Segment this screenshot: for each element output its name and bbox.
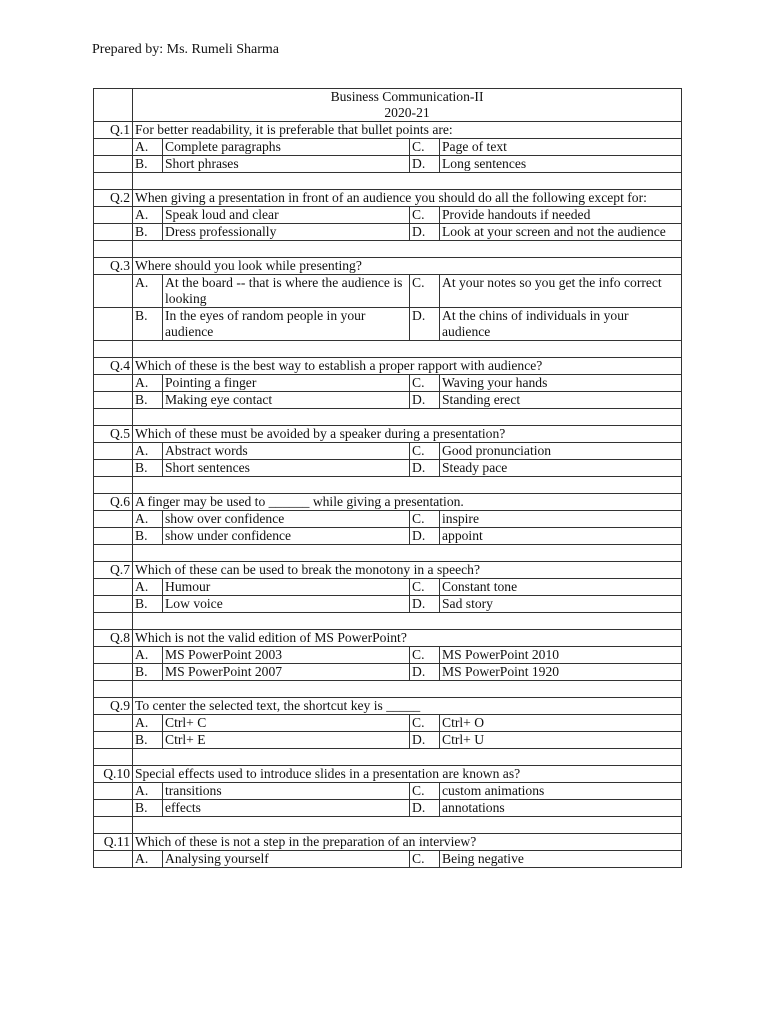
question-row	[94, 698, 682, 715]
blank-cell	[133, 749, 682, 766]
question-number: Q.3	[94, 258, 133, 275]
option-letter-left: A.	[133, 511, 163, 528]
option-letter-left: A.	[133, 579, 163, 596]
question-number: Q.4	[94, 358, 133, 375]
option-letter-left: A.	[133, 851, 163, 868]
option-row-spacer	[94, 596, 133, 613]
blank-cell	[94, 749, 133, 766]
option-text-left: show under confidence	[163, 528, 410, 545]
question-number: Q.5	[94, 426, 133, 443]
blank-cell	[94, 613, 133, 630]
option-row-spacer	[94, 207, 133, 224]
question-number: Q.9	[94, 698, 133, 715]
option-row-spacer	[94, 392, 133, 409]
option-text-left: Humour	[163, 579, 410, 596]
title-cell	[133, 89, 682, 122]
option-text-right: appoint	[440, 528, 682, 545]
option-letter-left: B.	[133, 528, 163, 545]
option-letter-right: C.	[410, 715, 440, 732]
option-row	[94, 800, 682, 817]
blank-cell	[94, 409, 133, 426]
option-text-left: MS PowerPoint 2007	[163, 664, 410, 681]
option-letter-right: D.	[410, 528, 440, 545]
option-row	[94, 139, 682, 156]
question-row	[94, 358, 682, 375]
option-letter-left: B.	[133, 392, 163, 409]
option-row-spacer	[94, 783, 133, 800]
option-text-right: Look at your screen and not the audience	[440, 224, 682, 241]
blank-row	[94, 545, 682, 562]
option-text-right: Being negative	[440, 851, 682, 868]
question-row	[94, 562, 682, 579]
question-row	[94, 766, 682, 783]
option-row-spacer	[94, 528, 133, 545]
option-text-left: Ctrl+ E	[163, 732, 410, 749]
option-text-right: Good pronunciation	[440, 443, 682, 460]
option-letter-left: A.	[133, 139, 163, 156]
question-number: Q.2	[94, 190, 133, 207]
option-text-right: At the chins of individuals in your audience	[440, 308, 682, 341]
question-text: For better readability, it is preferable that bullet points are:	[133, 122, 682, 139]
question-text: A finger may be used to ______ while giving a presentation.	[133, 494, 682, 511]
option-row-spacer	[94, 308, 133, 341]
blank-row	[94, 409, 682, 426]
option-row-spacer	[94, 156, 133, 173]
option-text-right: Page of text	[440, 139, 682, 156]
blank-cell	[94, 681, 133, 698]
option-letter-right: C.	[410, 443, 440, 460]
blank-cell	[133, 241, 682, 258]
option-text-right: custom animations	[440, 783, 682, 800]
question-row	[94, 494, 682, 511]
blank-cell	[133, 173, 682, 190]
question-row	[94, 258, 682, 275]
option-letter-left: B.	[133, 460, 163, 477]
option-letter-right: C.	[410, 139, 440, 156]
option-row-spacer	[94, 139, 133, 156]
blank-row	[94, 613, 682, 630]
option-text-left: In the eyes of random people in your audience	[163, 308, 410, 341]
option-letter-left: A.	[133, 207, 163, 224]
option-row	[94, 579, 682, 596]
option-row-spacer	[94, 460, 133, 477]
blank-cell	[133, 341, 682, 358]
option-row-spacer	[94, 443, 133, 460]
option-text-right: Ctrl+ U	[440, 732, 682, 749]
blank-row	[94, 749, 682, 766]
option-text-left: show over confidence	[163, 511, 410, 528]
question-text: Which of these can be used to break the monotony in a speech?	[133, 562, 682, 579]
question-number: Q.6	[94, 494, 133, 511]
option-row	[94, 511, 682, 528]
question-text: Which of these must be avoided by a speaker during a presentation?	[133, 426, 682, 443]
question-text: Where should you look while presenting?	[133, 258, 682, 275]
option-letter-left: A.	[133, 275, 163, 308]
option-text-right: Sad story	[440, 596, 682, 613]
blank-cell	[94, 545, 133, 562]
option-text-left: Low voice	[163, 596, 410, 613]
option-row	[94, 715, 682, 732]
blank-cell	[94, 817, 133, 834]
title-number-cell	[94, 89, 133, 122]
option-text-left: Ctrl+ C	[163, 715, 410, 732]
option-letter-left: B.	[133, 664, 163, 681]
option-row	[94, 156, 682, 173]
option-letter-right: D.	[410, 156, 440, 173]
option-row-spacer	[94, 732, 133, 749]
blank-row	[94, 173, 682, 190]
question-table	[93, 88, 682, 868]
option-text-right: MS PowerPoint 2010	[440, 647, 682, 664]
blank-cell	[94, 241, 133, 258]
option-row	[94, 596, 682, 613]
blank-row	[94, 477, 682, 494]
option-letter-left: B.	[133, 308, 163, 341]
option-letter-right: D.	[410, 664, 440, 681]
question-number: Q.7	[94, 562, 133, 579]
option-letter-left: B.	[133, 732, 163, 749]
option-letter-right: D.	[410, 732, 440, 749]
question-text: Which of these is the best way to establish a proper rapport with audience?	[133, 358, 682, 375]
question-text: To center the selected text, the shortcut key is _____	[133, 698, 682, 715]
question-number: Q.11	[94, 834, 133, 851]
blank-cell	[94, 477, 133, 494]
option-letter-left: B.	[133, 800, 163, 817]
option-text-left: Abstract words	[163, 443, 410, 460]
question-row	[94, 122, 682, 139]
option-row	[94, 647, 682, 664]
option-letter-right: D.	[410, 460, 440, 477]
option-text-left: Speak loud and clear	[163, 207, 410, 224]
option-letter-right: C.	[410, 275, 440, 308]
option-row	[94, 460, 682, 477]
option-text-right: Constant tone	[440, 579, 682, 596]
option-row	[94, 732, 682, 749]
option-letter-right: C.	[410, 851, 440, 868]
option-text-left: Short sentences	[163, 460, 410, 477]
option-letter-right: D.	[410, 392, 440, 409]
option-text-left: MS PowerPoint 2003	[163, 647, 410, 664]
blank-cell	[133, 681, 682, 698]
option-row-spacer	[94, 375, 133, 392]
blank-cell	[133, 477, 682, 494]
option-row-spacer	[94, 579, 133, 596]
option-letter-right: C.	[410, 375, 440, 392]
question-row	[94, 630, 682, 647]
option-text-left: Complete paragraphs	[163, 139, 410, 156]
option-letter-left: B.	[133, 156, 163, 173]
option-row	[94, 443, 682, 460]
option-row	[94, 851, 682, 868]
academic-year: 2020-21	[384, 105, 430, 120]
option-row-spacer	[94, 664, 133, 681]
option-row	[94, 528, 682, 545]
option-text-left: Analysing yourself	[163, 851, 410, 868]
option-row-spacer	[94, 800, 133, 817]
option-letter-right: D.	[410, 596, 440, 613]
blank-row	[94, 241, 682, 258]
option-letter-left: A.	[133, 375, 163, 392]
question-text: Special effects used to introduce slides in a presentation are known as?	[133, 766, 682, 783]
option-row	[94, 664, 682, 681]
option-letter-left: A.	[133, 647, 163, 664]
option-row	[94, 375, 682, 392]
question-text: Which of these is not a step in the preparation of an interview?	[133, 834, 682, 851]
blank-cell	[94, 341, 133, 358]
option-text-right: Steady pace	[440, 460, 682, 477]
option-text-left: At the board -- that is where the audience is looking	[163, 275, 410, 308]
option-text-right: Waving your hands	[440, 375, 682, 392]
blank-cell	[133, 817, 682, 834]
option-letter-right: D.	[410, 800, 440, 817]
option-letter-right: D.	[410, 308, 440, 341]
option-letter-left: A.	[133, 443, 163, 460]
blank-row	[94, 817, 682, 834]
option-text-right: Ctrl+ O	[440, 715, 682, 732]
blank-row	[94, 341, 682, 358]
option-letter-right: D.	[410, 224, 440, 241]
question-table-body	[94, 89, 682, 868]
option-row-spacer	[94, 275, 133, 308]
question-number: Q.8	[94, 630, 133, 647]
option-letter-left: A.	[133, 715, 163, 732]
prepared-by: Prepared by: Ms. Rumeli Sharma	[92, 42, 280, 57]
question-text: Which is not the valid edition of MS PowerPoint?	[133, 630, 682, 647]
blank-cell	[133, 613, 682, 630]
option-letter-right: C.	[410, 579, 440, 596]
option-text-right: Standing erect	[440, 392, 682, 409]
option-text-right: At your notes so you get the info correct	[440, 275, 682, 308]
question-text: When giving a presentation in front of an audience you should do all the following except for:	[133, 190, 682, 207]
option-text-left: Dress professionally	[163, 224, 410, 241]
question-number: Q.1	[94, 122, 133, 139]
question-row	[94, 190, 682, 207]
blank-cell	[94, 173, 133, 190]
option-text-right: annotations	[440, 800, 682, 817]
question-number: Q.10	[94, 766, 133, 783]
option-text-right: Provide handouts if needed	[440, 207, 682, 224]
option-row-spacer	[94, 715, 133, 732]
title-row	[94, 89, 682, 122]
option-letter-left: B.	[133, 224, 163, 241]
option-text-left: effects	[163, 800, 410, 817]
option-text-left: Short phrases	[163, 156, 410, 173]
course-title: Business Communication-II	[330, 89, 484, 104]
question-row	[94, 426, 682, 443]
option-letter-right: C.	[410, 511, 440, 528]
option-text-right: inspire	[440, 511, 682, 528]
blank-cell	[133, 409, 682, 426]
option-letter-right: C.	[410, 783, 440, 800]
option-text-left: Pointing a finger	[163, 375, 410, 392]
option-row	[94, 392, 682, 409]
option-row	[94, 308, 682, 341]
option-row-spacer	[94, 851, 133, 868]
option-letter-left: A.	[133, 783, 163, 800]
option-letter-right: C.	[410, 207, 440, 224]
option-letter-left: B.	[133, 596, 163, 613]
option-text-left: Making eye contact	[163, 392, 410, 409]
option-text-right: Long sentences	[440, 156, 682, 173]
option-row	[94, 275, 682, 308]
option-text-right: MS PowerPoint 1920	[440, 664, 682, 681]
option-text-left: transitions	[163, 783, 410, 800]
option-row-spacer	[94, 511, 133, 528]
option-letter-right: C.	[410, 647, 440, 664]
option-row	[94, 783, 682, 800]
option-row-spacer	[94, 647, 133, 664]
question-row	[94, 834, 682, 851]
option-row	[94, 224, 682, 241]
option-row	[94, 207, 682, 224]
blank-cell	[133, 545, 682, 562]
blank-row	[94, 681, 682, 698]
option-row-spacer	[94, 224, 133, 241]
